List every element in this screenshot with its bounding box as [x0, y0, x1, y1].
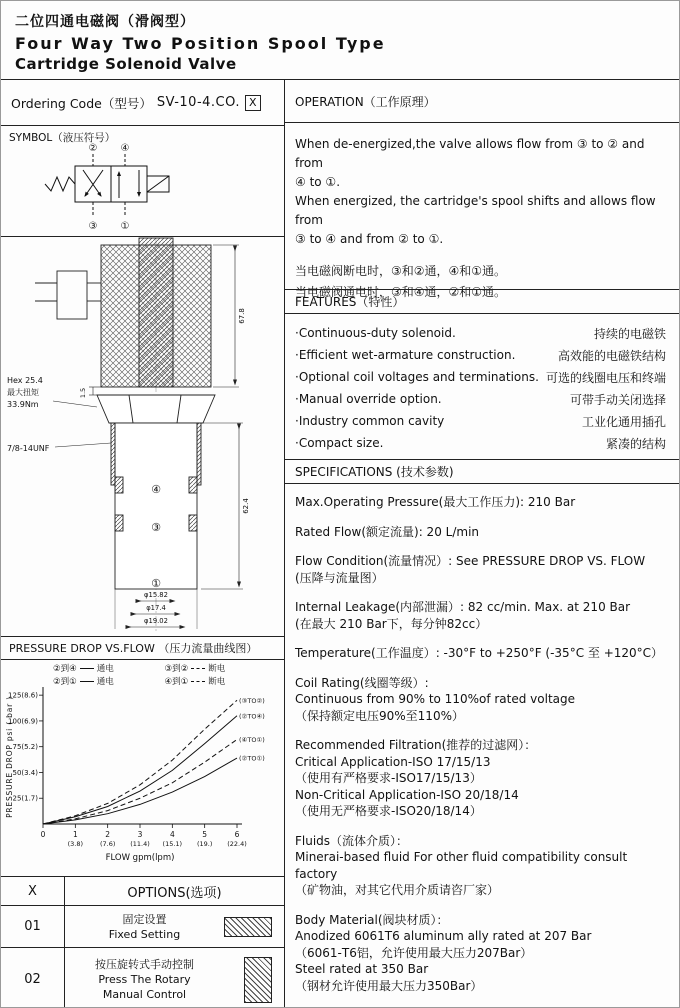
spec-line: Anodized 6061T6 aluminum ally rated at 207 Bar	[295, 929, 592, 943]
series-line	[43, 716, 237, 824]
spec-group	[295, 737, 672, 820]
pressure-flow-chart-svg	[3, 684, 275, 874]
feature-item	[285, 388, 680, 410]
legend-label: ②到①	[53, 677, 77, 687]
hex-note-line2: 最大扭矩	[7, 388, 39, 397]
pressure-drop-chart	[1, 660, 284, 876]
x-tick-label: 5	[202, 830, 208, 839]
x-tick-label: 4	[169, 830, 175, 839]
feature-text-en: ·Compact size.	[295, 436, 384, 450]
spec-line: （钢材允许使用最大压力350Bar）	[295, 978, 483, 993]
spec-line: （使用有严格要求-ISO17/15/13）	[295, 771, 482, 785]
legend-state: 通电	[96, 677, 114, 687]
operation-line-cn: 当电磁阀通电时，③和④通，②和①通。	[295, 285, 507, 299]
legend-item	[53, 662, 157, 674]
spec-line: Internal Leakage(内部泄漏）: 82 cc/min. Max. at 210 Bar	[295, 600, 631, 614]
feature-item	[285, 322, 680, 344]
title-english-line1: Four Way Two Position Spool Type	[15, 34, 386, 53]
thread-size-label: 7/8-14UNF	[7, 444, 50, 453]
spec-line: Critical Application-ISO 17/15/13	[295, 754, 491, 769]
hydraulic-symbol-diagram	[5, 138, 277, 234]
spec-line: Body Material(阀块材质）：	[295, 912, 449, 927]
spacer	[295, 249, 670, 261]
fixed-setting-icon	[224, 917, 272, 937]
specifications-section-header: SPECIFICATIONS (技术参数)	[285, 459, 680, 484]
series-end-label: (②TO④)	[239, 712, 265, 721]
option-description-line: Fixed Setting	[108, 927, 181, 941]
spec-line: （保持额定电压90%至110%）	[295, 708, 464, 723]
x-tick-label-lpm: (19.)	[196, 840, 213, 848]
feature-text-en: ·Optional coil voltages and terminations.	[295, 370, 539, 384]
spec-line: （使用无严格要求-ISO20/18/14）	[295, 804, 482, 818]
legend-label: ②到④	[53, 664, 77, 674]
options-row-01	[1, 906, 284, 948]
options-row-02	[1, 948, 284, 1008]
feature-text-cn: 可选的线圈电压和终端	[545, 370, 666, 385]
ordering-code-label: Ordering Code（型号）	[11, 95, 152, 111]
feature-text-en: ·Efficient wet-armature construction.	[295, 348, 516, 362]
legend-line-sample	[191, 681, 205, 682]
series-end-label: (③TO②)	[239, 696, 265, 705]
spec-group	[295, 833, 672, 899]
spec-line: (压降与流量图）	[295, 570, 384, 585]
feature-text-cn: 可带手动关闭选择	[569, 392, 666, 407]
ordering-code-value: SV-10-4.CO.	[156, 95, 240, 110]
x-axis-title: FLOW gpm(lpm)	[105, 853, 175, 863]
x-tick-label: 3	[137, 830, 143, 839]
x-tick-label-lpm: (11.4)	[130, 840, 150, 848]
options-table-header	[1, 877, 284, 906]
y-axis-title: PRESSURE DROP psi ( bar )	[5, 696, 14, 818]
symbol-section	[1, 126, 284, 237]
hex-note-line3: 33.9Nm	[7, 400, 39, 409]
y-tick-label: 75(5.2)	[12, 743, 38, 752]
spec-line: Continuous from 90% to 110%of rated voltage	[295, 692, 576, 706]
x-tick-label-lpm: (3.8)	[67, 840, 84, 848]
title-english-line2: Cartridge Solenoid Valve	[15, 55, 237, 73]
hex-note-line1: Hex 25.4	[7, 376, 43, 385]
y-tick-label: 100(6.9)	[8, 717, 38, 726]
legend-label: ④到①	[164, 677, 189, 687]
operation-line-en: ④ to ①.	[295, 175, 341, 189]
series-end-label: (④TO①)	[239, 735, 265, 744]
feature-text-en: ·Industry common cavity	[295, 414, 445, 428]
feature-text-en: ·Manual override option.	[295, 392, 442, 406]
feature-text-cn: 持续的电磁铁	[593, 326, 666, 341]
legend-line-sample	[80, 681, 94, 682]
symbol-port-2-label: ②	[88, 143, 98, 154]
spec-line: (在最大 210 Bar下，每分钟82cc）	[295, 616, 488, 631]
ordering-code-row	[1, 80, 284, 126]
options-table	[1, 876, 284, 1008]
x-tick-label-lpm: (22.4)	[227, 840, 247, 848]
spec-line: （6061-T6铝，允许使用最大压力207Bar）	[295, 945, 533, 960]
feature-item	[285, 344, 680, 366]
operation-line-en: When energized, the cartridge's spool shifts and allows flow from	[295, 194, 656, 227]
series-line	[43, 739, 237, 824]
features-section-header: FEATURES（特性）	[285, 289, 680, 314]
spec-line: Minerai-based fluid For other fluid compatibility consult factory	[295, 850, 628, 881]
pressure-drop-section-header: PRESSURE DROP VS.FLOW （压力流量曲线图）	[1, 636, 284, 660]
y-tick-label: 125(8.6)	[8, 691, 38, 700]
spec-line: Temperature(工作温度）: -30°F to +250°F (-35°C 至 +120°C）	[295, 646, 664, 660]
y-tick-label: 50(3.4)	[12, 768, 38, 777]
feature-item	[285, 432, 680, 454]
drawing-port-1-label: ①	[151, 577, 161, 590]
legend-line-sample	[191, 668, 205, 669]
diameter-mid-label: φ17.4	[146, 604, 166, 612]
spec-group	[295, 553, 672, 586]
options-column-options-header: OPTIONS(选项)	[127, 885, 222, 901]
spec-line: Coil Rating(线圈等级）:	[295, 675, 429, 690]
y-tick-label: 25(1.7)	[12, 794, 38, 803]
features-list	[285, 314, 680, 454]
spec-group	[295, 524, 672, 541]
symbol-section-label: SYMBOL（液压符号）	[9, 132, 116, 144]
option-description-line: Manual Control	[102, 988, 187, 1001]
right-column	[284, 80, 680, 1008]
option-code: 01	[1, 906, 65, 947]
spec-group	[295, 494, 672, 511]
option-code: 02	[1, 948, 65, 1008]
x-tick-label: 6	[234, 830, 240, 839]
option-description-line: 固定设置	[122, 912, 167, 926]
body-height-dimension: 62.4	[242, 498, 250, 514]
operation-line-en: ③ to ④ and from ② to ①.	[295, 232, 444, 246]
operation-line-cn: 当电磁阀断电时，③和②通，④和①通。	[295, 264, 507, 278]
legend-line-sample	[80, 668, 94, 669]
ordering-code-x-box: X	[245, 95, 261, 111]
operation-section-header: OPERATION（工作原理）	[285, 80, 680, 123]
feature-text-cn: 高效能的电磁铁结构	[557, 348, 666, 363]
spec-line: Fluids（流体介质）：	[295, 833, 409, 848]
series-line	[43, 700, 237, 824]
feature-text-cn: 紧凑的结构	[605, 436, 666, 451]
option-description-line: 按压旋转式手动控制	[95, 958, 194, 971]
operation-text	[285, 123, 680, 299]
feature-text-en: ·Continuous-duty solenoid.	[295, 326, 456, 340]
drawing-port-4-label: ④	[151, 483, 161, 496]
valve-cross-section-drawing	[1, 237, 284, 636]
legend-item	[165, 662, 269, 674]
spec-line: Non-Critical Application-ISO 20/18/14	[295, 787, 519, 802]
coil-height-dimension: 67.8	[238, 308, 246, 324]
symbol-port-1-label: ①	[120, 221, 130, 232]
series-end-label: (②TO①)	[239, 754, 265, 763]
spec-line: Recommended Filtration(推荐的过滤网）：	[295, 738, 537, 752]
x-tick-label: 2	[105, 830, 111, 839]
symbol-port-4-label: ④	[120, 143, 130, 154]
document-header	[15, 11, 386, 73]
x-tick-label: 0	[40, 830, 46, 839]
diameter-small-label: φ15.82	[144, 591, 168, 599]
spec-line: Flow Condition(流量情况）: See PRESSURE DROP VS. FLOW	[295, 554, 646, 568]
option-description-line: Press The Rotary	[98, 973, 191, 986]
spec-group	[295, 912, 672, 995]
options-column-x-header: X	[1, 877, 65, 905]
x-tick-label: 1	[72, 830, 78, 839]
spec-line: （矿物油，对其它代用介质请咨厂家）	[295, 883, 500, 897]
legend-state: 断电	[208, 664, 226, 674]
legend-state: 断电	[208, 677, 226, 687]
drawing-port-3-label: ③	[151, 521, 161, 534]
rotary-manual-control-icon	[244, 957, 272, 1003]
legend-state: 通电	[96, 664, 114, 674]
spec-group	[295, 599, 672, 632]
legend-label: ③到②	[164, 664, 189, 674]
operation-line-en: When de-energized,the valve allows flow from ③ to ② and from	[295, 137, 645, 170]
spec-line: Max.Operating Pressure(最大工作压力): 210 Bar	[295, 495, 576, 509]
options-rows	[1, 906, 284, 1008]
gap-dimension: 1.5	[79, 387, 87, 399]
specifications-list	[285, 484, 680, 1007]
feature-item	[285, 366, 680, 388]
x-tick-label-lpm: (15.1)	[162, 840, 183, 848]
spec-line: Rated Flow(额定流量): 20 L/min	[295, 524, 480, 539]
x-tick-label-lpm: (7.6)	[99, 840, 116, 848]
spec-line: Steel rated at 350 Bar	[295, 962, 429, 976]
valve-cross-section-svg	[5, 237, 277, 635]
feature-item	[285, 410, 680, 432]
symbol-port-3-label: ③	[88, 221, 98, 232]
spec-group	[295, 675, 672, 725]
diameter-large-label: φ19.02	[144, 617, 168, 625]
title-chinese: 二位四通电磁阀（滑阀型）	[15, 14, 195, 30]
feature-text-cn: 工业化通用插孔	[581, 414, 666, 429]
spec-group	[295, 645, 672, 662]
